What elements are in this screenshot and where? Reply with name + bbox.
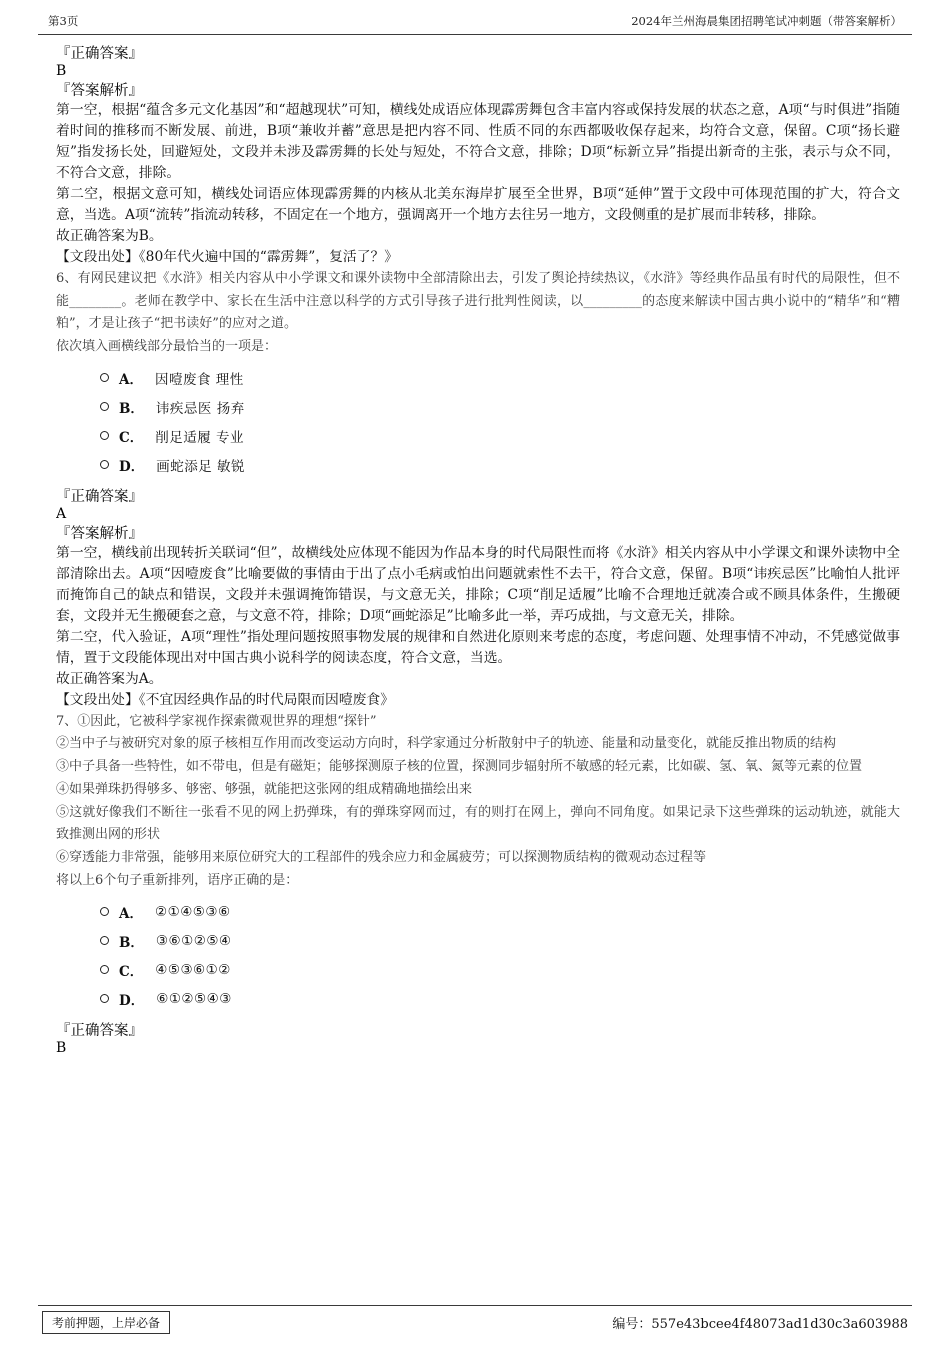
question-text: ⑥穿透能力非常强，能够用来原位研究大的工程部件的残余应力和金属疲劳；可以探测物质结构的微观动态过程等 — [56, 850, 707, 865]
question-text: ④如果弹珠扔得够多、够密、够强，就能把这张网的组成精确地描绘出来 — [56, 781, 473, 797]
option-letter: C． — [119, 963, 144, 980]
option-letter: D． — [119, 458, 145, 475]
explanation-paragraph: 第一空，横线前出现转折关联词“但”，故横线处应体现不能因为作品本身的时代局限性而将《水浒》相关内容从中小学课文和课外读物中全部清除出去。A项“因噎废食”比喻要做的事情由于出了点小毛病或怕出问题就索性不去干，符合文意，保留。B项“讳疾忌医”比喻怕人批评而掩饰自己的缺点和错误，文段并未强调掩饰错误，与文意无关，排除；C项“削足适履”比喻不合理地迁就凑合或不顾具体条件，生搬硬套，文段并无生搬硬套之意，与文意不符，排除；D项“画蛇添足”比喻多此一举，弄巧成拙，与文意无关，排除。 — [56, 544, 900, 624]
option-row[interactable] — [100, 368, 900, 388]
explanation-paragraph: 【文段出处】《80年代火遍中国的“霹雳舞”，复活了？》 — [56, 248, 399, 265]
option-row[interactable] — [100, 426, 900, 446]
section-label: 『答案解析』 — [56, 83, 143, 99]
radio-button-icon[interactable] — [100, 431, 109, 440]
options-group — [100, 368, 900, 475]
option-letter: A． — [119, 905, 143, 922]
document-number — [612, 1313, 908, 1332]
option-text: 讳疾忌医 扬弃 — [155, 400, 245, 417]
explanation-paragraph: 故正确答案为A。 — [56, 670, 163, 687]
option-letter: B． — [119, 400, 144, 417]
radio-button-icon[interactable] — [100, 907, 109, 916]
question-text: 依次填入画横线部分最恰当的一项是： — [56, 339, 278, 354]
document-number-value: 557e43bcee4f48073ad1d30c3a603988 — [651, 1317, 908, 1332]
option-text: 削足适履 专业 — [155, 429, 245, 446]
section-label: 『正确答案』 — [56, 46, 143, 62]
option-text: 画蛇添足 敏锐 — [156, 458, 246, 475]
footer-slogan: 考前押题，上岸必备 — [42, 1311, 170, 1334]
document-number-label: 编号： — [612, 1317, 652, 1332]
radio-button-icon[interactable] — [100, 460, 109, 469]
answer-letter: B — [56, 63, 67, 79]
question-text: ②当中子与被研究对象的原子核相互作用而改变运动方向时，科学家通过分析散射中子的轨迹、能量和动量变化，就能反推出物质的结构 — [56, 736, 837, 752]
section-label: 『正确答案』 — [56, 488, 143, 505]
option-row[interactable] — [100, 902, 900, 922]
option-row[interactable] — [100, 989, 900, 1009]
option-letter: B． — [119, 934, 144, 951]
document-title: 2024年兰州海晨集团招聘笔试冲刺题（带答案解析） — [631, 14, 902, 28]
option-letter: A． — [119, 371, 143, 388]
page-number: 第3页 — [48, 14, 79, 28]
option-letter: D． — [119, 992, 145, 1009]
page-header — [38, 0, 912, 35]
page-footer — [38, 1305, 912, 1345]
section-label: 『正确答案』 — [56, 1022, 143, 1039]
option-row[interactable] — [100, 931, 900, 951]
option-text: ⑥①②⑤④③ — [156, 990, 232, 1007]
answer-letter: B — [56, 1039, 67, 1056]
question-text: 将以上6个句子重新排列，语序正确的是： — [56, 872, 299, 888]
explanation-paragraph: 【文段出处】《不宜因经典作品的时代局限而因噎废食》 — [56, 691, 395, 708]
radio-button-icon[interactable] — [100, 936, 109, 945]
option-letter: C． — [119, 429, 144, 446]
option-row[interactable] — [100, 960, 900, 980]
section-label: 『答案解析』 — [56, 525, 143, 542]
document-content — [56, 42, 900, 1299]
radio-button-icon[interactable] — [100, 402, 109, 411]
option-row[interactable] — [100, 397, 900, 417]
question-text: ⑤这就好像我们不断往一张看不见的网上扔弹珠，有的弹珠穿网而过，有的则打在网上，弹向不同角度。如果记录下这些弹珠的运动轨迹，就能大致推测出网的形状 — [56, 804, 900, 843]
option-text: 因噎废食 理性 — [154, 371, 244, 388]
options-group — [100, 902, 900, 1009]
explanation-paragraph: 故正确答案为B。 — [56, 227, 163, 244]
question-text: 6、有网民建议把《水浒》相关内容从中小学课文和课外读物中全部清除出去，引发了舆论持续热议，《水浒》等经典作品虽有时代的局限性，但不能________。老师在教学中、家长在生活中注意以科学的方式引导孩子进行批判性阅读，以_________的态度来解读中国古典小说中的“精华”和“糟粕”，才是让孩子“把书读好”的应对之道。 — [56, 270, 900, 332]
question-text: 7、①因此，它被科学家视作探索微观世界的理想“探针” — [56, 713, 377, 729]
radio-button-icon[interactable] — [100, 994, 109, 1003]
question-text: ③中子具备一些特性，如不带电，但是有磁矩；能够探测原子核的位置，探测同步辐射所不敏感的轻元素，比如碳、氢、氧、氮等元素的位置 — [56, 759, 863, 774]
radio-button-icon[interactable] — [100, 965, 109, 974]
explanation-paragraph: 第二空，根据文意可知，横线处词语应体现霹雳舞的内核从北美东海岸扩展至全世界，B项“延伸”置于文段中可体现范围的扩大，符合文意，当选。A项“流转”指流动转移，不固定在一个地方，强调离开一个地方去往另一地方，文段侧重的是扩展而非转移，排除。 — [56, 185, 900, 223]
radio-button-icon[interactable] — [100, 373, 109, 382]
option-row[interactable] — [100, 455, 900, 475]
option-text: ②①④⑤③⑥ — [154, 903, 231, 920]
option-text: ③⑥①②⑤④ — [155, 932, 232, 949]
explanation-paragraph: 第一空，根据“蕴含多元文化基因”和“超越现状”可知，横线处成语应体现霹雳舞包含丰富内容或保持发展的状态之意，A项“与时俱进”指随着时间的推移而不断发展、前进，B项“兼收并蓄”意思是把内容不同、性质不同的东西都吸收保存起来，均符合文意，保留。C项“扬长避短”指发扬长处，回避短处，文段并未涉及霹雳舞的长处与短处，不符合文意，排除；D项“标新立异”指提出新奇的主张，表示与众不同，不符合文意，排除。 — [56, 102, 900, 181]
option-text: ④⑤③⑥①② — [155, 961, 231, 978]
answer-letter: A — [56, 505, 67, 522]
explanation-paragraph: 第二空，代入验证，A项“理性”指处理问题按照事物发展的规律和自然进化原则来考虑的态度，考虑问题、处理事情不冲动，不凭感觉做事情，置于文段能体现出对中国古典小说科学的阅读态度，符合文意，当选。 — [56, 628, 900, 666]
